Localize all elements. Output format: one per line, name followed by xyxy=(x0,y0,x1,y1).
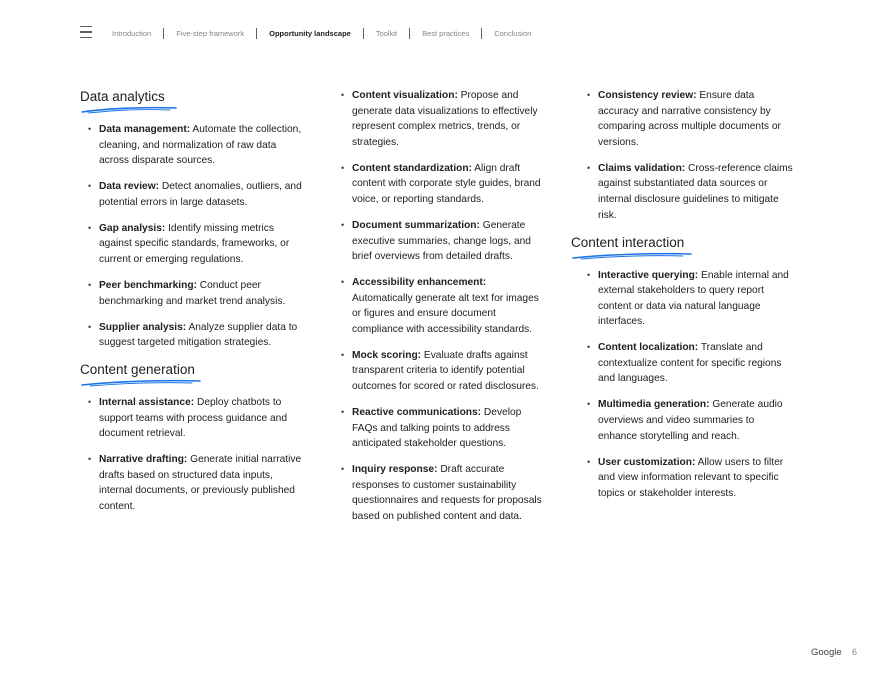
underline-swoosh-icon xyxy=(80,106,180,114)
list-item: • Accessibility enhancement: Automatically generate alt text for images or figures and ensure document compliance with accessibility standards. xyxy=(341,277,539,335)
column-1 xyxy=(80,88,305,525)
hamburger-menu-icon[interactable] xyxy=(80,26,92,38)
bullet-icon: • xyxy=(341,464,345,475)
bullet-icon: • xyxy=(88,181,92,192)
list-content-generation-continued xyxy=(333,88,548,525)
bullet-icon: • xyxy=(88,321,92,332)
list-item: • Content visualization: Propose and generate data visualizations to effectively represent complex metrics, trends, or strategies. xyxy=(341,90,538,148)
list-item: • Multimedia generation: Generate audio overviews and video summaries to enhance storytelling and reach. xyxy=(587,399,783,442)
bullet-icon: • xyxy=(587,269,591,280)
bullet-icon: • xyxy=(587,90,591,100)
bullet-icon: • xyxy=(587,162,591,173)
column-2 xyxy=(333,88,548,535)
list-item: • Inquiry response: Draft accurate responses to customer sustainability questionnaires and requests for proposals based on published content and data. xyxy=(341,464,542,522)
tab-opportunity-landscape[interactable]: Opportunity landscape xyxy=(256,28,363,39)
bullet-icon: • xyxy=(587,342,591,353)
bullet-icon: • xyxy=(88,124,92,134)
list-data-analytics xyxy=(80,122,305,351)
list-item: • Peer benchmarking: Conduct peer benchmarking and market trend analysis. xyxy=(88,279,286,307)
list-item: • Internal assistance: Deploy chatbots to support teams with process guidance and document retrieval. xyxy=(88,397,288,440)
list-item: • Data review: Detect anomalies, outliers, and potential errors in large datasets. xyxy=(88,181,302,208)
list-item: • Data management: Automate the collection, cleaning, and normalization of raw data across disparate sources. xyxy=(88,124,302,167)
underline-swoosh-icon xyxy=(80,379,205,387)
list-item: • Gap analysis: Identify missing metrics against specific standards, frameworks, or current or emerging regulations. xyxy=(88,222,290,265)
heading-content-generation: Content generation xyxy=(80,362,195,378)
tab-five-step-framework[interactable]: Five-step framework xyxy=(163,28,256,39)
section-header-data-analytics xyxy=(80,88,305,114)
tab-best-practices[interactable]: Best practices xyxy=(409,28,481,39)
list-item: • Consistency review: Ensure data accuracy and narrative consistency by comparing across multiple documents or versions. xyxy=(587,90,781,148)
bullet-icon: • xyxy=(88,397,92,408)
bullet-icon: • xyxy=(88,222,92,233)
bullet-icon: • xyxy=(587,456,591,467)
column-3 xyxy=(571,88,794,512)
section-nav xyxy=(100,27,543,39)
tab-conclusion[interactable]: Conclusion xyxy=(481,28,543,39)
list-item: • Content localization: Translate and contextualize content for specific regions and languages. xyxy=(587,342,782,385)
list-item: • Interactive querying: Enable internal and external stakeholders to query report content or data via natural language interfaces. xyxy=(587,269,789,328)
bullet-icon: • xyxy=(341,349,345,360)
bullet-icon: • xyxy=(88,454,92,465)
bullet-icon: • xyxy=(341,162,345,173)
list-item: • Document summarization: Generate executive summaries, change logs, and brief overviews from detailed drafts. xyxy=(341,219,531,263)
list-item: • Narrative drafting: Generate initial narrative drafts based on structured data inputs, internal documents, or previously published content. xyxy=(88,454,302,513)
bullet-icon: • xyxy=(341,90,345,100)
section-header-content-interaction xyxy=(571,234,794,260)
list-item: • Mock scoring: Evaluate drafts against transparent criteria to identify potential outcomes for scored or rated disclosures. xyxy=(341,349,539,393)
tab-introduction[interactable]: Introduction xyxy=(112,28,152,38)
list-item: • Supplier analysis: Analyze supplier data to suggest targeted mitigation strategies. xyxy=(88,321,298,349)
list-content-interaction xyxy=(579,268,794,502)
list-item: • Reactive communications: Develop FAQs and talking points to address anticipated stakeholder questions. xyxy=(341,407,522,450)
list-item: • Claims validation: Cross-reference claims against substantiated data sources or internal disclosure guidelines to mitigate risk. xyxy=(587,162,793,221)
heading-content-interaction: Content interaction xyxy=(571,234,685,250)
underline-swoosh-icon xyxy=(571,252,696,260)
bullet-icon: • xyxy=(341,219,345,230)
section-header-content-generation xyxy=(80,361,305,387)
bullet-icon: • xyxy=(341,277,345,288)
list-content-generation xyxy=(80,395,305,515)
list-review-continued xyxy=(579,88,794,223)
list-item: • User customization: Allow users to filter and view information relevant to specific topics or stakeholder interests. xyxy=(587,456,784,499)
bullet-icon: • xyxy=(88,279,92,290)
google-logo: Google xyxy=(811,647,842,658)
page-number: 6 xyxy=(852,647,858,657)
heading-data-analytics: Data analytics xyxy=(80,89,165,104)
tab-toolkit[interactable]: Toolkit xyxy=(363,28,409,39)
list-item: • Content standardization: Align draft content with corporate style guides, brand voice, or reporting standards. xyxy=(341,162,541,205)
bullet-icon: • xyxy=(587,399,591,410)
bullet-icon: • xyxy=(341,407,345,418)
